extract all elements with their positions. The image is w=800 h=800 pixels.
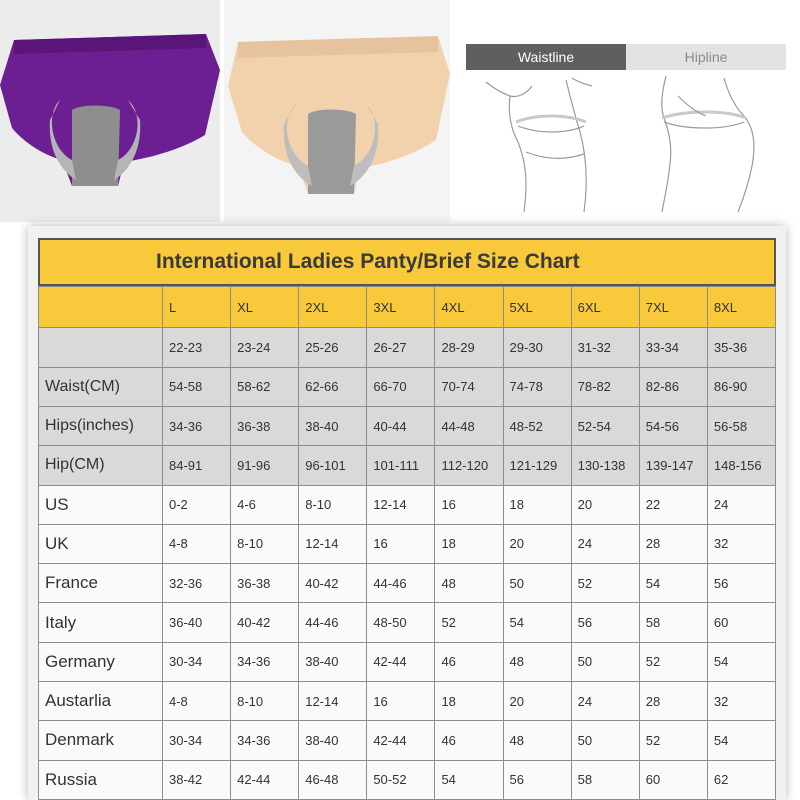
measurement-cell: 91-96: [231, 446, 299, 485]
country-size-cell: 58: [571, 760, 639, 799]
size-header-cell: 5XL: [503, 287, 571, 328]
measurement-row-label: Hip(CM): [39, 446, 163, 485]
measurement-cell: 148-156: [707, 446, 775, 485]
country-size-cell: 20: [503, 524, 571, 563]
measurement-row-label: Hips(inches): [39, 406, 163, 445]
measurement-cell: 35-36: [707, 328, 775, 367]
country-size-cell: 12-14: [299, 524, 367, 563]
country-size-cell: 46: [435, 642, 503, 681]
country-size-cell: 54: [639, 564, 707, 603]
country-row: [39, 524, 776, 563]
country-size-cell: 24: [571, 524, 639, 563]
country-size-cell: 4-6: [231, 485, 299, 524]
measurement-cell: 52-54: [571, 406, 639, 445]
country-size-cell: 48-50: [367, 603, 435, 642]
size-header-cell: 3XL: [367, 287, 435, 328]
country-size-cell: 32-36: [163, 564, 231, 603]
size-header-corner: [39, 287, 163, 328]
beige-brief-image: [224, 0, 450, 222]
size-header-cell: 6XL: [571, 287, 639, 328]
beige-brief-photo: [224, 0, 450, 222]
country-size-cell: 48: [435, 564, 503, 603]
country-size-cell: 46-48: [299, 760, 367, 799]
country-size-cell: 54: [707, 721, 775, 760]
country-size-cell: 8-10: [231, 682, 299, 721]
country-size-cell: 44-46: [299, 603, 367, 642]
country-size-cell: 20: [503, 682, 571, 721]
measure-guide-tabs: [466, 44, 786, 70]
guide-top-caption: [545, 0, 745, 2]
country-row-label: Russia: [39, 760, 163, 799]
measurement-cell: 96-101: [299, 446, 367, 485]
country-size-cell: 46: [435, 721, 503, 760]
purple-brief-photo: [0, 0, 220, 222]
measurement-cell: 48-52: [503, 406, 571, 445]
country-row: [39, 485, 776, 524]
measurement-cell: 86-90: [707, 367, 775, 406]
size-chart-panel: [28, 226, 786, 800]
measurement-cell: 44-48: [435, 406, 503, 445]
measurement-cell: 28-29: [435, 328, 503, 367]
size-header-cell: 4XL: [435, 287, 503, 328]
country-size-cell: 4-8: [163, 524, 231, 563]
country-size-cell: 28: [639, 524, 707, 563]
measurement-cell: 74-78: [503, 367, 571, 406]
country-size-cell: 60: [639, 760, 707, 799]
country-size-cell: 52: [639, 642, 707, 681]
size-header-cell: XL: [231, 287, 299, 328]
country-size-cell: 20: [571, 485, 639, 524]
measurement-row: [39, 328, 776, 367]
measurement-row: [39, 406, 776, 445]
measurement-cell: 40-44: [367, 406, 435, 445]
country-size-cell: 8-10: [299, 485, 367, 524]
measurement-cell: 54-58: [163, 367, 231, 406]
measurement-cell: 56-58: [707, 406, 775, 445]
measurement-cell: 29-30: [503, 328, 571, 367]
country-size-cell: 28: [639, 682, 707, 721]
size-header-cell: L: [163, 287, 231, 328]
measurement-row-label: Waist(CM): [39, 367, 163, 406]
country-size-cell: 48: [503, 721, 571, 760]
size-header-cell: 7XL: [639, 287, 707, 328]
country-row-label: UK: [39, 524, 163, 563]
country-size-cell: 48: [503, 642, 571, 681]
country-size-cell: 36-38: [231, 564, 299, 603]
measurement-cell: 121-129: [503, 446, 571, 485]
measurement-cell: 66-70: [367, 367, 435, 406]
country-size-cell: 42-44: [231, 760, 299, 799]
country-size-cell: 18: [503, 485, 571, 524]
measurement-cell: 36-38: [231, 406, 299, 445]
body-sketch-icon: [466, 72, 786, 212]
measurement-cell: 112-120: [435, 446, 503, 485]
country-size-cell: 16: [367, 682, 435, 721]
country-size-cell: 4-8: [163, 682, 231, 721]
country-row-label: Germany: [39, 642, 163, 681]
country-row-label: France: [39, 564, 163, 603]
country-size-cell: 50: [503, 564, 571, 603]
size-chart-title: International Ladies Panty/Brief Size Chart: [156, 250, 580, 273]
measurement-cell: 25-26: [299, 328, 367, 367]
tab-hipline: Hipline: [626, 44, 786, 70]
country-size-cell: 24: [571, 682, 639, 721]
country-size-cell: 34-36: [231, 721, 299, 760]
measurement-cell: 78-82: [571, 367, 639, 406]
country-size-cell: 56: [571, 603, 639, 642]
country-size-cell: 42-44: [367, 642, 435, 681]
country-size-cell: 12-14: [299, 682, 367, 721]
size-chart-title-bar: [38, 238, 776, 286]
size-header-row: [39, 287, 776, 328]
country-row-label: US: [39, 485, 163, 524]
country-row: [39, 642, 776, 681]
measurement-cell: 70-74: [435, 367, 503, 406]
country-size-cell: 18: [435, 682, 503, 721]
country-row: [39, 564, 776, 603]
country-size-cell: 16: [367, 524, 435, 563]
measurement-cell: 130-138: [571, 446, 639, 485]
country-size-cell: 16: [435, 485, 503, 524]
country-size-cell: 54: [707, 642, 775, 681]
country-size-cell: 40-42: [231, 603, 299, 642]
tab-waistline: Waistline: [466, 44, 626, 70]
country-size-cell: 56: [707, 564, 775, 603]
measurement-cell: 139-147: [639, 446, 707, 485]
country-size-cell: 18: [435, 524, 503, 563]
measurement-cell: 26-27: [367, 328, 435, 367]
measurement-cell: 84-91: [163, 446, 231, 485]
measurement-cell: 31-32: [571, 328, 639, 367]
measurement-cell: 101-111: [367, 446, 435, 485]
country-size-cell: 36-40: [163, 603, 231, 642]
measurement-row-label: [39, 328, 163, 367]
country-size-cell: 34-36: [231, 642, 299, 681]
country-size-cell: 54: [503, 603, 571, 642]
country-size-cell: 24: [707, 485, 775, 524]
country-row: [39, 603, 776, 642]
measurement-cell: 58-62: [231, 367, 299, 406]
country-size-cell: 22: [639, 485, 707, 524]
measurement-cell: 62-66: [299, 367, 367, 406]
country-row: [39, 760, 776, 799]
country-size-cell: 12-14: [367, 485, 435, 524]
measurement-cell: 82-86: [639, 367, 707, 406]
measurement-cell: 22-23: [163, 328, 231, 367]
country-size-cell: 8-10: [231, 524, 299, 563]
country-size-cell: 50: [571, 642, 639, 681]
country-size-cell: 50-52: [367, 760, 435, 799]
country-size-cell: 52: [571, 564, 639, 603]
measurement-row: [39, 367, 776, 406]
country-size-cell: 42-44: [367, 721, 435, 760]
country-size-cell: 60: [707, 603, 775, 642]
country-row-label: Austarlia: [39, 682, 163, 721]
country-size-cell: 52: [639, 721, 707, 760]
country-size-cell: 38-40: [299, 721, 367, 760]
size-header-cell: 2XL: [299, 287, 367, 328]
country-size-cell: 38-40: [299, 642, 367, 681]
country-size-cell: 62: [707, 760, 775, 799]
country-size-cell: 40-42: [299, 564, 367, 603]
country-size-cell: 32: [707, 524, 775, 563]
country-size-cell: 56: [503, 760, 571, 799]
country-size-cell: 38-42: [163, 760, 231, 799]
country-row: [39, 721, 776, 760]
country-row-label: Denmark: [39, 721, 163, 760]
measurement-cell: 33-34: [639, 328, 707, 367]
country-row: [39, 682, 776, 721]
country-size-cell: 30-34: [163, 642, 231, 681]
measurement-cell: 54-56: [639, 406, 707, 445]
measurement-row: [39, 446, 776, 485]
measurement-cell: 38-40: [299, 406, 367, 445]
size-header-cell: 8XL: [707, 287, 775, 328]
country-row-label: Italy: [39, 603, 163, 642]
size-chart-table: [38, 286, 776, 800]
country-size-cell: 54: [435, 760, 503, 799]
country-size-cell: 32: [707, 682, 775, 721]
country-size-cell: 30-34: [163, 721, 231, 760]
purple-brief-image: [0, 0, 220, 222]
country-size-cell: 52: [435, 603, 503, 642]
country-size-cell: 50: [571, 721, 639, 760]
measure-guide-illustration: [466, 72, 786, 212]
country-size-cell: 0-2: [163, 485, 231, 524]
country-size-cell: 44-46: [367, 564, 435, 603]
measurement-cell: 23-24: [231, 328, 299, 367]
country-size-cell: 58: [639, 603, 707, 642]
measurement-cell: 34-36: [163, 406, 231, 445]
